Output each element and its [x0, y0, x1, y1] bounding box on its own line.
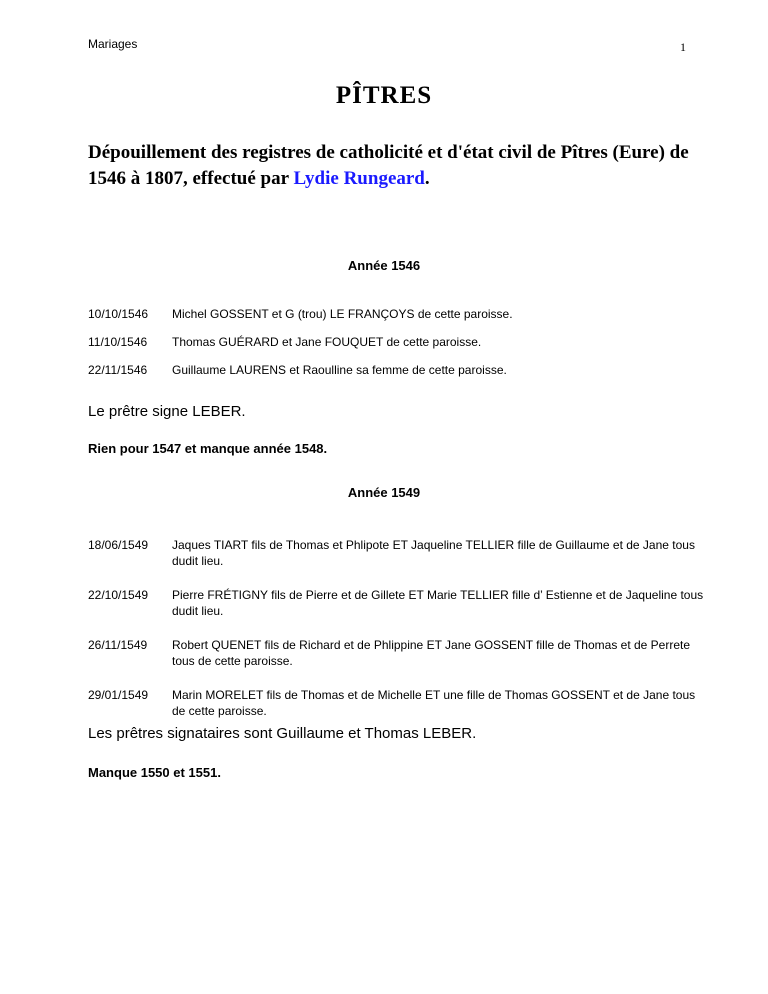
list-item: [88, 334, 708, 350]
entry-date: 10/10/1546: [88, 307, 149, 321]
entry-text: Marin MORELET fils de Thomas et de Michelle ET une fille de Thomas GOSSENT et de Jane tous de cette paroisse.: [172, 688, 696, 718]
page-title: PÎTRES: [335, 82, 433, 109]
missing-years-note: Manque 1550 et 1551.: [88, 765, 221, 780]
priest-note: Le prêtre signe LEBER.: [88, 403, 246, 420]
entry-text: Guillaume LAURENS et Raoulline sa femme de cette paroisse.: [172, 363, 507, 377]
entry-date: 22/10/1549: [88, 588, 149, 602]
intro-paragraph: [88, 140, 698, 192]
entry-date: 11/10/1546: [88, 335, 148, 349]
entry-text: Thomas GUÉRARD et Jane FOUQUET de cette paroisse.: [172, 335, 482, 349]
list-item: [88, 687, 708, 719]
intro-text: Dépouillement des registres de catholicité et d'état civil de Pîtres (Eure) de 1546 à 1807, effectué par: [88, 142, 689, 189]
list-item: [88, 587, 708, 619]
header-section: Mariages: [88, 37, 138, 51]
missing-years-note: Rien pour 1547 et manque année 1548.: [88, 441, 328, 456]
year-heading: Année 1546: [347, 258, 421, 273]
year-heading: Année 1549: [347, 485, 421, 500]
list-item: [88, 537, 708, 569]
entry-list: [88, 537, 708, 719]
intro-end: .: [424, 168, 430, 189]
list-item: [88, 306, 708, 322]
list-item: [88, 362, 708, 378]
list-item: [88, 637, 708, 669]
entry-date: 29/01/1549: [88, 688, 149, 702]
entry-date: 18/06/1549: [88, 538, 149, 552]
entry-list: [88, 306, 708, 378]
entry-date: 26/11/1549: [88, 638, 148, 652]
priest-note: Les prêtres signataires sont Guillaume et Thomas LEBER.: [88, 725, 477, 742]
entry-text: Robert QUENET fils de Richard et de Phlippine ET Jane GOSSENT fille de Thomas et de Perrete tous de cette paroisse.: [172, 638, 691, 668]
entry-text: Pierre FRÉTIGNY fils de Pierre et de Gillete ET Marie TELLIER fille d’ Estienne et de Jaqueline tous dudit lieu.: [172, 588, 704, 618]
entry-text: Michel GOSSENT et G (trou) LE FRANÇOYS de cette paroisse.: [172, 307, 513, 321]
page-number: 1: [680, 40, 686, 54]
entry-text: Jaques TIART fils de Thomas et Phlipote ET Jaqueline TELLIER fille de Guillaume et de Jane tous dudit lieu.: [172, 538, 695, 568]
entry-date: 22/11/1546: [88, 363, 148, 377]
author-name: Lydie Rungeard: [293, 168, 425, 189]
